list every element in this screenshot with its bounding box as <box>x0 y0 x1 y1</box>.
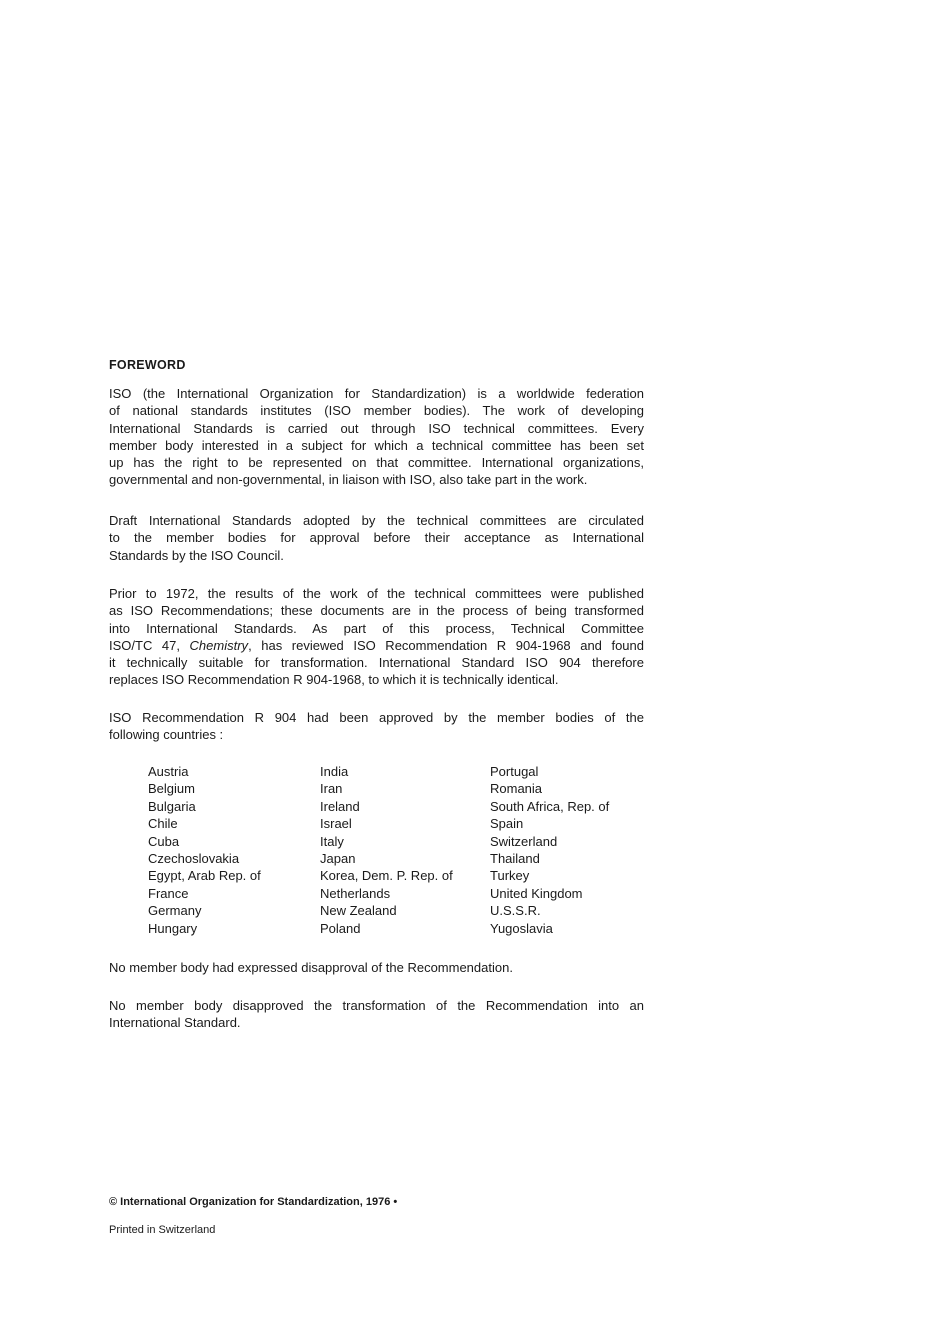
country-item: Chile <box>148 816 178 832</box>
text-line: Prior to 1972, the results of the work of the technical committees were published <box>109 586 644 601</box>
text-line: International Standards is carried out through ISO technical committees. Every <box>109 420 644 436</box>
paragraph-1 <box>109 385 644 489</box>
country-item: United Kingdom <box>490 885 583 901</box>
foreword-heading: FOREWORD <box>109 358 186 372</box>
country-item: Germany <box>148 903 202 919</box>
text-line: ISO (the International Organization for Standardization) is a worldwide federation <box>109 386 644 401</box>
country-item: Portugal <box>490 764 539 779</box>
text-line: ISO Recommendation R 904 had been approved by the member bodies of the <box>109 710 644 725</box>
text-line: No member body had expressed disapproval of the Recommendation. <box>109 960 513 975</box>
paragraph-4 <box>109 709 644 744</box>
country-item: Poland <box>320 920 361 936</box>
country-item: Ireland <box>320 798 360 814</box>
country-item: Yugoslavia <box>490 920 553 936</box>
text-line: member body interested in a subject for which a technical committee has been set <box>109 437 644 453</box>
countries-column-1 <box>148 763 261 937</box>
country-item: Turkey <box>490 868 530 884</box>
country-item: Hungary <box>148 920 198 936</box>
paragraph-2 <box>109 512 644 564</box>
text-line: Draft International Standards adopted by the technical committees are circulated <box>109 513 644 528</box>
text-line: of national standards institutes (ISO member bodies). The work of developing <box>109 403 644 419</box>
text-line: Standards by the ISO Council. <box>109 547 284 563</box>
text-line: No member body disapproved the transformation of the Recommendation into an <box>109 998 644 1013</box>
country-item: Bulgaria <box>148 798 196 814</box>
text-line: to the member bodies for approval before their acceptance as International <box>109 530 644 546</box>
country-item: Korea, Dem. P. Rep. of <box>320 868 453 884</box>
paragraph-3 <box>109 585 644 689</box>
countries-column-2 <box>320 763 453 937</box>
country-item: Belgium <box>148 781 195 797</box>
country-item: Italy <box>320 833 344 849</box>
text-line: it technically suitable for transformation. International Standard ISO 904 therefore <box>109 655 644 671</box>
closing-paragraph-2 <box>109 997 644 1032</box>
country-item: South Africa, Rep. of <box>490 798 610 814</box>
country-item: Japan <box>320 851 356 867</box>
copyright-notice: © International Organization for Standardization, 1976 • <box>109 1196 398 1208</box>
country-item: Israel <box>320 816 352 832</box>
text-line: ISO/TC 47, Chemistry, has reviewed ISO Recommendation R 904-1968 and found <box>109 637 644 653</box>
text-line: governmental and non-governmental, in liaison with ISO, also take part in the work. <box>109 472 588 488</box>
country-item: India <box>320 764 349 779</box>
printed-in: Printed in Switzerland <box>109 1224 216 1236</box>
country-item: Spain <box>490 816 524 832</box>
text-line: replaces ISO Recommendation R 904-1968, to which it is technically identical. <box>109 672 559 688</box>
closing-paragraph-1 <box>109 959 644 976</box>
country-item: Czechoslovakia <box>148 851 240 867</box>
countries-column-3 <box>490 763 609 937</box>
text-line: up has the right to be represented on that committee. International organizations, <box>109 455 644 471</box>
text-line: as ISO Recommendations; these documents are in the process of being transformed <box>109 603 644 619</box>
country-item: Cuba <box>148 833 180 849</box>
text-line: International Standard. <box>109 1015 241 1031</box>
country-item: Iran <box>320 781 343 797</box>
country-item: Austria <box>148 764 189 779</box>
country-item: Switzerland <box>490 833 558 849</box>
text-line: into International Standards. As part of this process, Technical Committee <box>109 620 644 636</box>
country-item: Netherlands <box>320 885 391 901</box>
country-item: Thailand <box>490 851 540 867</box>
country-item: New Zealand <box>320 903 397 919</box>
country-item: Egypt, Arab Rep. of <box>148 868 261 884</box>
country-item: Romania <box>490 781 543 797</box>
text-line: following countries : <box>109 727 224 743</box>
country-item: U.S.S.R. <box>490 903 541 919</box>
country-item: France <box>148 885 189 901</box>
